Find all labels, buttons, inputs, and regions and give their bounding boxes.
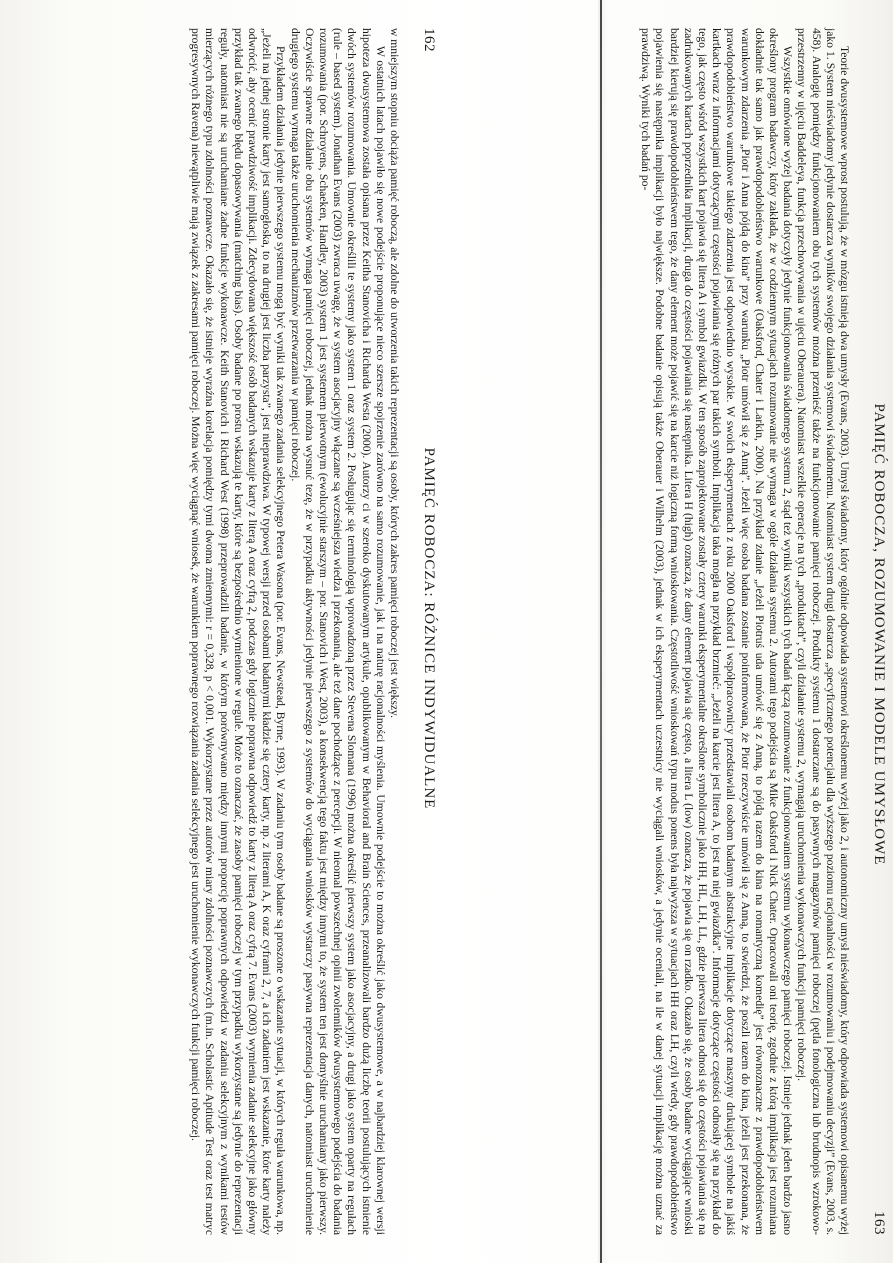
right-page-header: [855, 14, 887, 1249]
left-body-text: [188, 14, 405, 1249]
right-body-text: [638, 14, 855, 1249]
left-running-title: PAMIĘĆ ROBOCZA: RÓŻNICE INDYWIDUALNE: [421, 447, 437, 810]
left-paragraph-3: Przykładem działania jedynie pierwszego systemu mogą być wyniki tak zwanego zadania selekcyjnego Petera Wasona (por. Evans, Newstead, Byrne, 1993). W zadaniu tym osoby badane są proszone o wskazanie sytuacji, w których reguła warunkowa, np. „Jeżeli na jednej stronie karty jest samogłoska, to na drugiej jest liczba parzysta”, jest nieprawdziwa. W typowej wersji przed osobami badanymi kładzie się cztery karty, np. z literami A, K oraz cyframi 2, 7, a ich zadaniem jest wskazanie, które karty należy odwrócić, aby ocenić prawdziwość implikacji. Zdecydowana większość osób badanych wskazuje karty z literą A oraz cyfrą 2, podczas gdy logicznie poprawna odpowiedź to karty z literą A oraz cyfrą 7. Evans (2003) wymienia zadanie selekcyjne jako główny przykład tak zwanego błędu dopasowywania (matching bias). Osoby badane po prostu wskazują te karty, które są bezpośrednio wymienione w regule. Może to oznaczać, że zasoby pamięci roboczej w tym przypadku wykorzystane są jedynie do reprezentacji reguły, natomiast nie są uruchamiane żadne funkcje wykonawcze. Keith Stanovich i Richard West (1998) przeprowadzili badanie, w którym porównywano między innymi proporcję poprawnych odpowiedzi w zadaniu selekcyjnym z wynikami testów mierzących różnego typu zdolności poznawcze. Okazało się, że istnieje wyraźna korelacja pomiędzy tymi dwoma zmiennymi: r = 0,328, p < 0,001. Wykorzystane przez autorów miary zdolności poznawczych (m.in. Scholastic Aptitude Test oraz test matryc progresywnych Ravena) niewątpliwie mają związek z zakresami pamięci roboczej. Można więc wyciągnąć wniosek, że warunkiem poprawnego rozwiązania zadania selekcyjnego jest uruchomienie wykonawczych funkcji pamięci roboczej.: [189, 28, 288, 1235]
right-page-number: 163: [871, 1210, 887, 1235]
right-paragraph-2: Wszystkie omówione wyżej badania dotyczyły jedynie funkcjonowania świadomego systemu 2, stąd też wyniki wszystkich tych badań łączą rozumowanie z funkcjonowaniem systemu wykonawczego pamięci roboczej. Istnieje jednak jeden bardzo jasno określony program badawczy, który zakłada, że w codziennym sytuacjach rozumowanie nie wymaga w ogóle działania systemu 2. Autorami tego podejścia są Mike Oaksford i Nick Chater. Opracowali oni teorię, zgodnie z którą implikacja jest rozumiana dokładnie tak samo jak prawdopodobieństwo warunkowe (Oaksford, Chater i Larkin, 2000). Na przykład zdanie „Jeżeli Piotruś uda umówić się z Anną, to pójdą razem do kina na romantyczną komedię” jest równoznaczne z prawdopodobieństwem warunkowym zdarzenia „Piotr i Anna pójdą do kina” przy warunku „Piotr umówił się z Anną”. Jeżeli więc osoba badana zostanie poinformowana, że Piotr rzeczywiście umówił się z Anną, to stwierdzi, że poszli razem do kina, jeżeli jest przekonana, że prawdopodobieństwo warunkowe takiego zdarzenia jest odpowiednio wysokie. W swoich eksperymentach z roku 2000 Oaksford i współpracownicy przedstawiali osobom badanym abstrakcyjne implikacje dotyczące maszyny drukującej symbole na jakiś kartkach wraz z informacjami dotyczącymi częstości pojawiania się różnych par takich symboli. Implikacja taka mogła na przykład brzmieć: „Jeżeli na karcie jest litera A, to jest na niej gwiazdka”. Informacje dotyczące częstości odnosiły się na przykład do tego, jak często wśród wszystkich kart pojawia się litera A i symbol gwiazdki. W ten sposób zaprojektowane zostały cztery warunki eksperymentalne określone symbolicznie jako HH, HL, LH, LL, gdzie pierwsza litera odnosi się do częstości pojawiania się na zadrukowanych kartach poprzednika implikacji, druga do częstości pojawiania się następnika. Litera H (high) oznacza, że dany element pojawia się często, a litera L (low) oznacza, że pojawia się on rzadko. Okazało się, że osoby badane wyciągające wnioski bardziej kierują się prawdopodobieństwem tego, że dany element może pojawić się na karcie niż logiczną formą wnioskowania. Częstotliwość wnioskowań typu modus ponens była najwyższa w sytuacjach HH oraz LH, czyli wtedy, gdy prawdopodobieństwo pojawienia się następnika implikacji było największe. Podobne badanie opisują także Oberauer i Wilhelm (2003), jednak w ich eksperymentach uczestnicy nie wyciągali wniosków, a jedynie oceniali, na ile w danej sytuacji implikację można uznać za prawdziwą. Wyniki tych badań po-: [639, 28, 795, 1235]
right-paragraph-1: Teorie dwusystemowe wprost postulują, że w mózgu istnieją dwa umysły (Evans, 2003). Umysł świadomy, który ogólnie odpowiada systemowi określonemu wyżej jako 2, i autonomiczny umysł nieświadomy, który odpowiada systemowi opisanemu wyżej jako 1. System nieświadomy jedynie dostarcza wyników swojego działania systemowi świadomemu. Natomiast system drugi dostarcza „specyficznego potencjału dla wyższego poziomu racjonalności w rozumowaniu i podejmowaniu decyzji” (Evans, 2003, s. 458). Analogię pomiędzy funkcjonowaniem obu tych systemów można przenieść także na funkcjonowanie pamięci roboczej. Produkty systemu 1 dostarczane są do pasywnych magazynów pamięci roboczej (pętla fonologiczna lub brudnopis wzrokowo-przestrzenny w ujęciu Baddeleya, funkcja przechowywania w ujęciu Oberauera). Natomiast wszelkie operacje na tych „produktach”, czyli działanie systemu 2, wymagają uruchomienia wykonawczych funkcji pamięci roboczej.: [795, 28, 851, 1235]
left-page: [0, 0, 443, 1263]
left-paragraph-1: w mniejszym stopniu obciąża pamięć roboczą, ale zdolne do utworzenia takich reprezentacji są osoby, których zakres pamięci roboczej jest większy.: [388, 28, 401, 718]
left-page-header: [405, 14, 437, 1249]
right-running-title: PAMIĘĆ ROBOCZA, ROZUMOWANIE I MODELE UMYSŁOWE: [871, 403, 887, 866]
right-page: [450, 0, 893, 1263]
left-paragraph-2: W ostatnich latach pojawiło się nowe podejście proponujące nieco szersze spojrzenie zarówno na samo rozumowanie, jak i na naturę racjonalności myślenia. Umownie podejście to można określić jako dwusystemowe, a w najbardziej klarownej wersji hipoteza dwusystemowa została opisana przez Keitha Stanovicha i Richarda Westa (2000). Autorzy ci w szeroko dyskutowanym artykule, opublikowanym w Behavioral and Brain Sciences, przeanalizowali bardzo dużą liczbę teorii postulujących istnienie dwóch systemów rozumowania. Umownie określili te systemy jako system 1 oraz system 2. Posługując się terminologią wprowadzoną przez Stevena Slomana (1996) można określić pierwszy system jako asocjacyjny, a drugi jako system oparty na regułach (rule – based system). Jonathan Evans (2003) zwraca uwagę, że w system asocjacyjny włączane są wcześniejsza wiedza i przekonania, ale też dane pochodzące z percepcji. W nieomal powszechnej opinii zwolenników dwusystemowego podejścia do badania rozumowania (por. Schroyens, Schaeken, Handley, 2003) system 1 jest systemem pierwotnym (ewolucyjnie starszym – por. Stanovich i West, 2003), a konsekwencją tego faktu jest między innymi to, że system ten jest domyślnie uruchamiany jako pierwszy. Oczywiście sprawne działanie obu systemów wymaga pamięci roboczej, jednak można wysnuć tezę, że w przypadku aktywności jedynie pierwszego z systemów do wyciągania wniosków wystarczy pasywna reprezentacja danych, natomiast uruchomienie drugiego systemu wymaga także uruchomienia mechanizmów przetwarzania w pamięci roboczej.: [288, 28, 387, 1235]
left-page-number: 162: [421, 28, 437, 52]
